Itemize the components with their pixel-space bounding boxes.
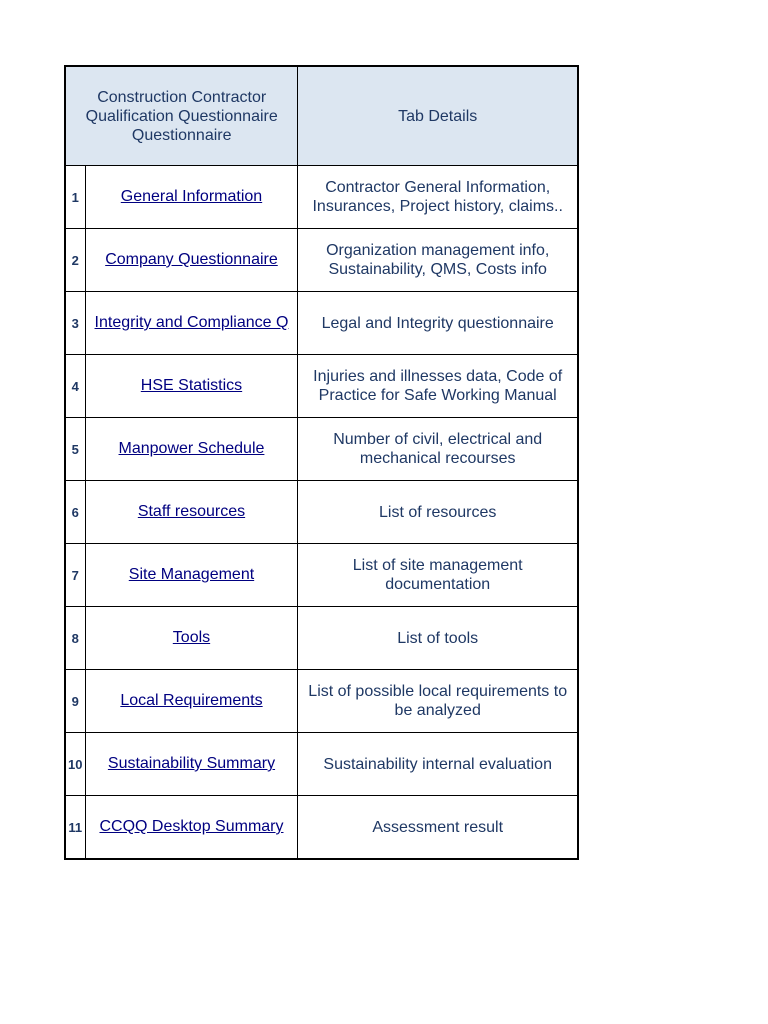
tab-details-cell: Organization management info, Sustainability, QMS, Costs info	[298, 229, 578, 292]
table-row	[65, 418, 578, 481]
tab-details-cell: Legal and Integrity questionnaire	[298, 292, 578, 355]
tab-details-cell: Contractor General Information, Insurances, Project history, claims..	[298, 166, 578, 229]
row-number: 2	[65, 229, 85, 292]
tab-link[interactable]: CCQQ Desktop Summary	[99, 818, 284, 835]
row-number: 4	[65, 355, 85, 418]
table-row	[65, 544, 578, 607]
table-row	[65, 292, 578, 355]
tab-details-cell: Sustainability internal evaluation	[298, 733, 578, 796]
table-row	[65, 733, 578, 796]
row-number: 7	[65, 544, 85, 607]
tab-link[interactable]: Tools	[172, 629, 211, 646]
table-row	[65, 355, 578, 418]
tab-link-cell	[85, 418, 298, 481]
row-number: 5	[65, 418, 85, 481]
tab-link-cell	[85, 544, 298, 607]
tab-details-cell: List of resources	[298, 481, 578, 544]
tab-link-cell	[85, 481, 298, 544]
tab-link[interactable]: General Information	[120, 188, 263, 205]
tab-link-cell	[85, 229, 298, 292]
questionnaire-title-header: Construction Contractor Qualification Questionnaire Questionnaire	[65, 66, 298, 166]
tab-link[interactable]: HSE Statistics	[140, 377, 243, 394]
table-row	[65, 607, 578, 670]
tab-details-cell: List of tools	[298, 607, 578, 670]
row-number: 8	[65, 607, 85, 670]
questionnaire-index-table	[64, 65, 579, 860]
tab-link-cell	[85, 670, 298, 733]
tab-link[interactable]: Company Questionnaire	[105, 251, 278, 268]
tab-details-cell: Assessment result	[298, 796, 578, 860]
tab-link-cell	[85, 796, 298, 860]
row-number: 10	[65, 733, 85, 796]
tab-link-cell	[85, 355, 298, 418]
table-row	[65, 166, 578, 229]
row-number: 1	[65, 166, 85, 229]
tab-details-cell: List of site management documentation	[298, 544, 578, 607]
tab-link-cell	[85, 292, 298, 355]
tab-link-cell	[85, 733, 298, 796]
tab-link[interactable]: Site Management	[128, 566, 255, 583]
tab-link[interactable]: Sustainability Summary	[107, 755, 276, 772]
tab-link[interactable]: Manpower Schedule	[118, 440, 265, 457]
tab-link-cell	[85, 607, 298, 670]
row-number: 11	[65, 796, 85, 860]
row-number: 9	[65, 670, 85, 733]
table-row	[65, 796, 578, 860]
table-row	[65, 229, 578, 292]
tab-link-cell	[85, 166, 298, 229]
row-number: 3	[65, 292, 85, 355]
tab-details-header: Tab Details	[298, 66, 578, 166]
row-number: 6	[65, 481, 85, 544]
tab-details-cell: List of possible local requirements to be analyzed	[298, 670, 578, 733]
header-row	[65, 66, 578, 166]
table-row	[65, 481, 578, 544]
table-row	[65, 670, 578, 733]
tab-link[interactable]: Integrity and Compliance Q	[94, 314, 289, 331]
tab-details-cell: Injuries and illnesses data, Code of Practice for Safe Working Manual	[298, 355, 578, 418]
tab-link[interactable]: Local Requirements	[120, 692, 263, 709]
tab-link[interactable]: Staff resources	[137, 503, 246, 520]
tab-details-cell: Number of civil, electrical and mechanical recourses	[298, 418, 578, 481]
